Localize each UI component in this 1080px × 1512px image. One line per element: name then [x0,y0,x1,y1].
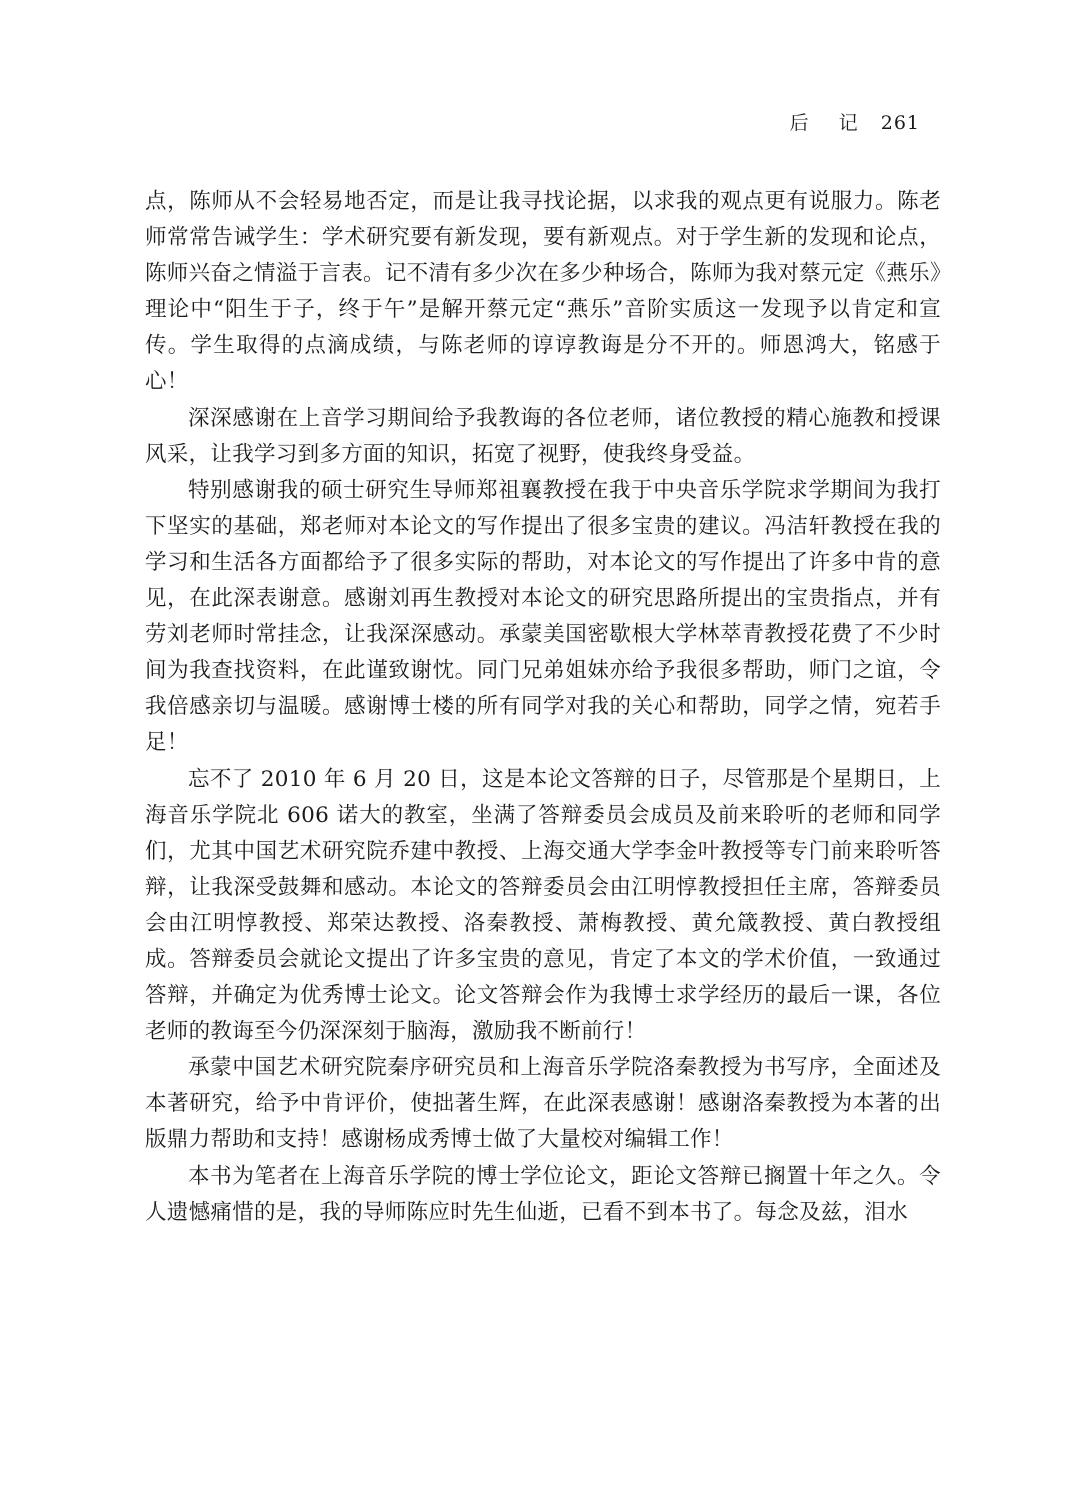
paragraph: 深深感谢在上音学习期间给予我教诲的各位老师，诸位教授的精心施教和授课风采，让我学习到多方面的知识，拓宽了视野，使我终身受益。 [145,405,941,467]
header-section-title: 后 记 [789,112,870,134]
page-number: 261 [880,112,920,134]
running-header [790,108,920,135]
paragraph: 忘不了 2010 年 6 月 20 日，这是本论文答辩的日子，尽管那是个星期日，上海音乐学院北 606 诺大的教室，坐满了答辩委员会成员及前来聆听的老师和同学们，尤其中国艺术研究院乔建中教授、上海交通大学李金叶教授等专门前来聆听答辩，让我深受鼓舞和感动。本论文的答辩委员会由江明惇教授担任主席，答辩委员会由江明惇教授、郑荣达教授、洛秦教授、萧梅教授、黄允箴教授、黄白教授组成。答辩委员会就论文提出了许多宝贵的意见，肯定了本文的学术价值，一致通过答辩，并确定为优秀博士论文。论文答辩会作为我博士求学经历的最后一课，各位老师的教诲至今仍深深刻于脑海，激励我不断前行！ [145,766,941,1045]
paragraph-continued: 点，陈师从不会轻易地否定，而是让我寻找论据，以求我的观点更有说服力。陈老师常常告诫学生：学术研究要有新发现，要有新观点。对于学生新的发现和论点，陈师兴奋之情溢于言表。记不清有多少次在多少种场合，陈师为我对蔡元定《燕乐》理论中“阳生于子，终于午”是解开蔡元定“燕乐”音阶实质这一发现予以肯定和宣传。学生取得的点滴成绩，与陈老师的谆谆教诲是分不开的。师恩鸿大，铭感于心！ [145,189,941,395]
body-text [145,184,941,1231]
paragraph: 承蒙中国艺术研究院秦序研究员和上海音乐学院洛秦教授为书写序，全面述及本著研究，给予中肯评价，使拙著生辉，在此深表感谢！感谢洛秦教授为本著的出版鼎力帮助和支持！感谢杨成秀博士做了大量校对编辑工作！ [145,1055,941,1153]
paragraph: 特别感谢我的硕士研究生导师郑祖襄教授在我于中央音乐学院求学期间为我打下坚实的基础，郑老师对本论文的写作提出了很多宝贵的建议。冯洁轩教授在我的学习和生活各方面都给予了很多实际的帮助，对本论文的写作提出了许多中肯的意见，在此深表谢意。感谢刘再生教授对本论文的研究思路所提出的宝贵指点，并有劳刘老师时常挂念，让我深深感动。承蒙美国密歇根大学林萃青教授花费了不少时间为我查找资料，在此谨致谢忱。同门兄弟姐妹亦给予我很多帮助，师门之谊，令我倍感亲切与温暖。感谢博士楼的所有同学对我的关心和帮助，同学之情，宛若手足！ [145,477,941,756]
paragraph: 本书为笔者在上海音乐学院的博士学位论文，距论文答辩已搁置十年之久。令人遗憾痛惜的是，我的导师陈应时先生仙逝，已看不到本书了。每念及兹，泪水 [145,1163,941,1225]
